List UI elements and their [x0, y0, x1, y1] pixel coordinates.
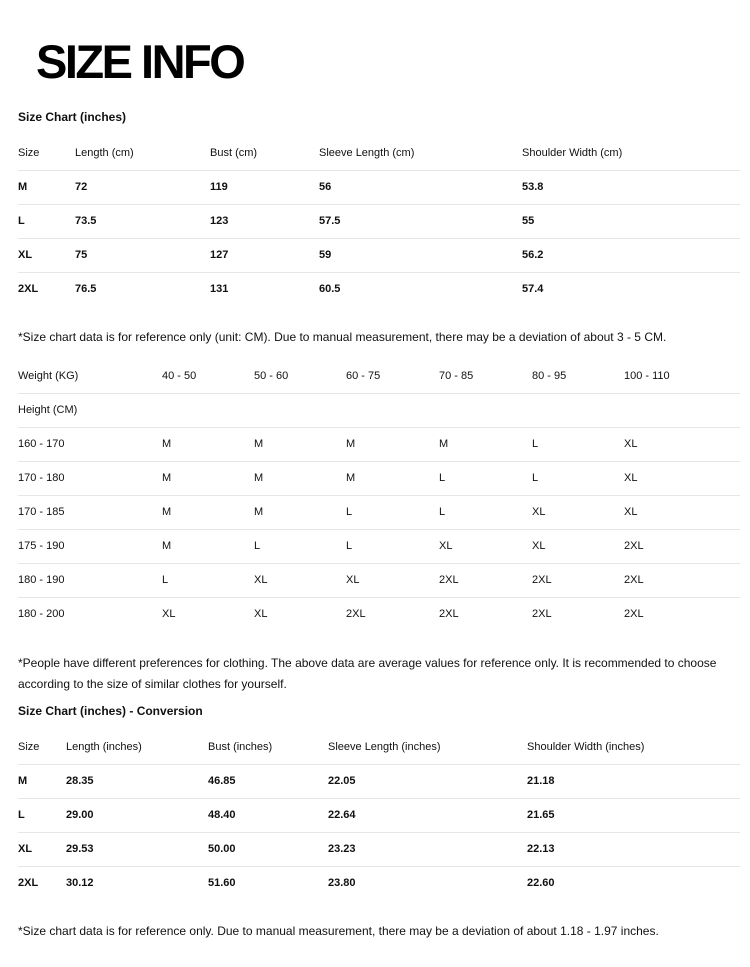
table-cell: 59 [319, 238, 522, 272]
table-cell: M [254, 495, 346, 529]
table-cell: L [18, 204, 75, 238]
table-cell: XL [18, 238, 75, 272]
table-cell: 30.12 [66, 877, 94, 890]
table-cell: 2XL [532, 608, 552, 621]
table-cell: 75 [75, 238, 210, 272]
table-header-row [18, 136, 740, 170]
table-cell: 29.00 [66, 798, 208, 832]
table-cell: 50.00 [208, 832, 328, 866]
column-header: 80 - 95 [532, 359, 624, 393]
column-header: Shoulder Width (inches) [527, 730, 740, 764]
table-cell: 2XL [439, 608, 459, 621]
table-row [18, 529, 740, 563]
table-cell: 56 [319, 170, 522, 204]
table-cell: L [18, 798, 66, 832]
table-header-row [18, 730, 740, 764]
table-cell: 170 - 180 [18, 461, 162, 495]
table-cell: XL [624, 461, 740, 495]
column-header: 70 - 85 [439, 359, 532, 393]
table-cell: M [162, 461, 254, 495]
table-cell: 56.2 [522, 238, 740, 272]
table-row [18, 563, 740, 597]
table-cell: 131 [210, 283, 229, 296]
table-cell: 160 - 170 [18, 427, 162, 461]
table-cell: 22.05 [328, 764, 527, 798]
table-cell: M [162, 529, 254, 563]
table-cell: XL [439, 529, 532, 563]
column-header: Length (cm) [75, 136, 210, 170]
table-cell: 180 - 190 [18, 563, 162, 597]
table-cell: M [346, 427, 439, 461]
table-cell: 28.35 [66, 764, 208, 798]
table-cell: 53.8 [522, 170, 740, 204]
size-chart-caption: Size Chart (inches) [18, 110, 127, 124]
table-cell: L [439, 495, 532, 529]
weight-height-table [18, 359, 740, 631]
table-cell: 170 - 185 [18, 495, 162, 529]
table-cell: M [162, 427, 254, 461]
table-cell: XL [532, 529, 624, 563]
size-chart-note: *Size chart data is for reference only (unit: CM). Due to manual measurement, there may be a deviation of about 3 - 5 CM. [18, 330, 667, 344]
table-cell: 2XL [18, 283, 39, 296]
table-row [18, 427, 740, 461]
table-cell: L [162, 563, 254, 597]
table-cell: 46.85 [208, 764, 328, 798]
table-cell: 23.23 [328, 832, 527, 866]
table-cell: 57.5 [319, 204, 522, 238]
table-cell: 22.64 [328, 798, 527, 832]
table-cell: L [532, 427, 624, 461]
table-row [18, 866, 740, 900]
table-cell: 22.13 [527, 832, 740, 866]
table-cell: 2XL [532, 563, 624, 597]
column-header: Size [18, 136, 75, 170]
table-cell: 51.60 [208, 877, 236, 890]
table-cell: 23.80 [328, 877, 356, 890]
table-cell: 72 [75, 170, 210, 204]
column-header: Sleeve Length (inches) [328, 730, 527, 764]
table-cell: M [18, 764, 66, 798]
table-cell: M [18, 170, 75, 204]
table-cell: 180 - 200 [18, 608, 65, 621]
column-header: 60 - 75 [346, 359, 439, 393]
table-cell: 48.40 [208, 798, 328, 832]
column-header: Sleeve Length (cm) [319, 136, 522, 170]
table-cell: M [162, 495, 254, 529]
table-row [18, 238, 740, 272]
conversion-note: *Size chart data is for reference only. Due to manual measurement, there may be a deviation of about 1.18 - 1.97 inches. [18, 924, 659, 938]
size-chart-table [18, 136, 740, 306]
table-row [18, 764, 740, 798]
column-header: Weight (KG) [18, 359, 162, 393]
table-cell: L [439, 461, 532, 495]
table-cell: L [532, 461, 624, 495]
column-header: Length (inches) [66, 730, 208, 764]
column-header: Bust (cm) [210, 136, 319, 170]
table-header-row [18, 359, 740, 393]
table-cell: 2XL [624, 563, 740, 597]
table-cell: XL [624, 495, 740, 529]
table-row [18, 204, 740, 238]
table-cell: XL [254, 563, 346, 597]
conversion-chart-caption: Size Chart (inches) - Conversion [18, 704, 203, 718]
table-row [18, 393, 740, 427]
table-cell: L [254, 529, 346, 563]
table-cell: 60.5 [319, 283, 341, 296]
table-cell: L [346, 529, 439, 563]
table-row [18, 798, 740, 832]
column-header: Shoulder Width (cm) [522, 136, 740, 170]
table-cell: 119 [210, 170, 319, 204]
table-cell: XL [254, 608, 268, 621]
table-cell: XL [624, 427, 740, 461]
conversion-table [18, 730, 740, 900]
table-cell: M [254, 461, 346, 495]
table-cell: 2XL [346, 608, 366, 621]
table-row [18, 461, 740, 495]
table-cell: M [254, 427, 346, 461]
table-row [18, 832, 740, 866]
table-cell: 2XL [624, 529, 740, 563]
table-cell: M [346, 461, 439, 495]
table-row [18, 597, 740, 631]
table-cell: XL [532, 495, 624, 529]
table-cell: 73.5 [75, 204, 210, 238]
table-cell: 21.65 [527, 798, 740, 832]
column-header: 40 - 50 [162, 359, 254, 393]
table-row [18, 495, 740, 529]
table-row [18, 272, 740, 306]
column-header: Size [18, 730, 66, 764]
table-cell: M [439, 427, 532, 461]
column-header: 100 - 110 [624, 359, 740, 393]
table-cell: 57.4 [522, 283, 544, 296]
table-cell: 2XL [624, 608, 644, 621]
table-cell: 76.5 [75, 283, 97, 296]
table-cell: 22.60 [527, 877, 555, 890]
table-cell: 175 - 190 [18, 529, 162, 563]
table-cell: 55 [522, 204, 740, 238]
height-label: Height (CM) [18, 393, 740, 427]
preference-note: *People have different preferences for clothing. The above data are average values for reference only. It is recommended to choose according to the size of similar clothes for yourself. [18, 656, 717, 691]
table-cell: XL [18, 832, 66, 866]
table-cell: 2XL [439, 563, 532, 597]
column-header: Bust (inches) [208, 730, 328, 764]
table-cell: 2XL [18, 877, 39, 890]
table-cell: XL [162, 608, 176, 621]
page-title: SIZE INFO [36, 35, 244, 88]
table-cell: XL [346, 563, 439, 597]
table-cell: L [346, 495, 439, 529]
column-header: 50 - 60 [254, 359, 346, 393]
table-cell: 21.18 [527, 764, 740, 798]
table-cell: 123 [210, 204, 319, 238]
table-row [18, 170, 740, 204]
table-cell: 127 [210, 238, 319, 272]
table-cell: 29.53 [66, 832, 208, 866]
